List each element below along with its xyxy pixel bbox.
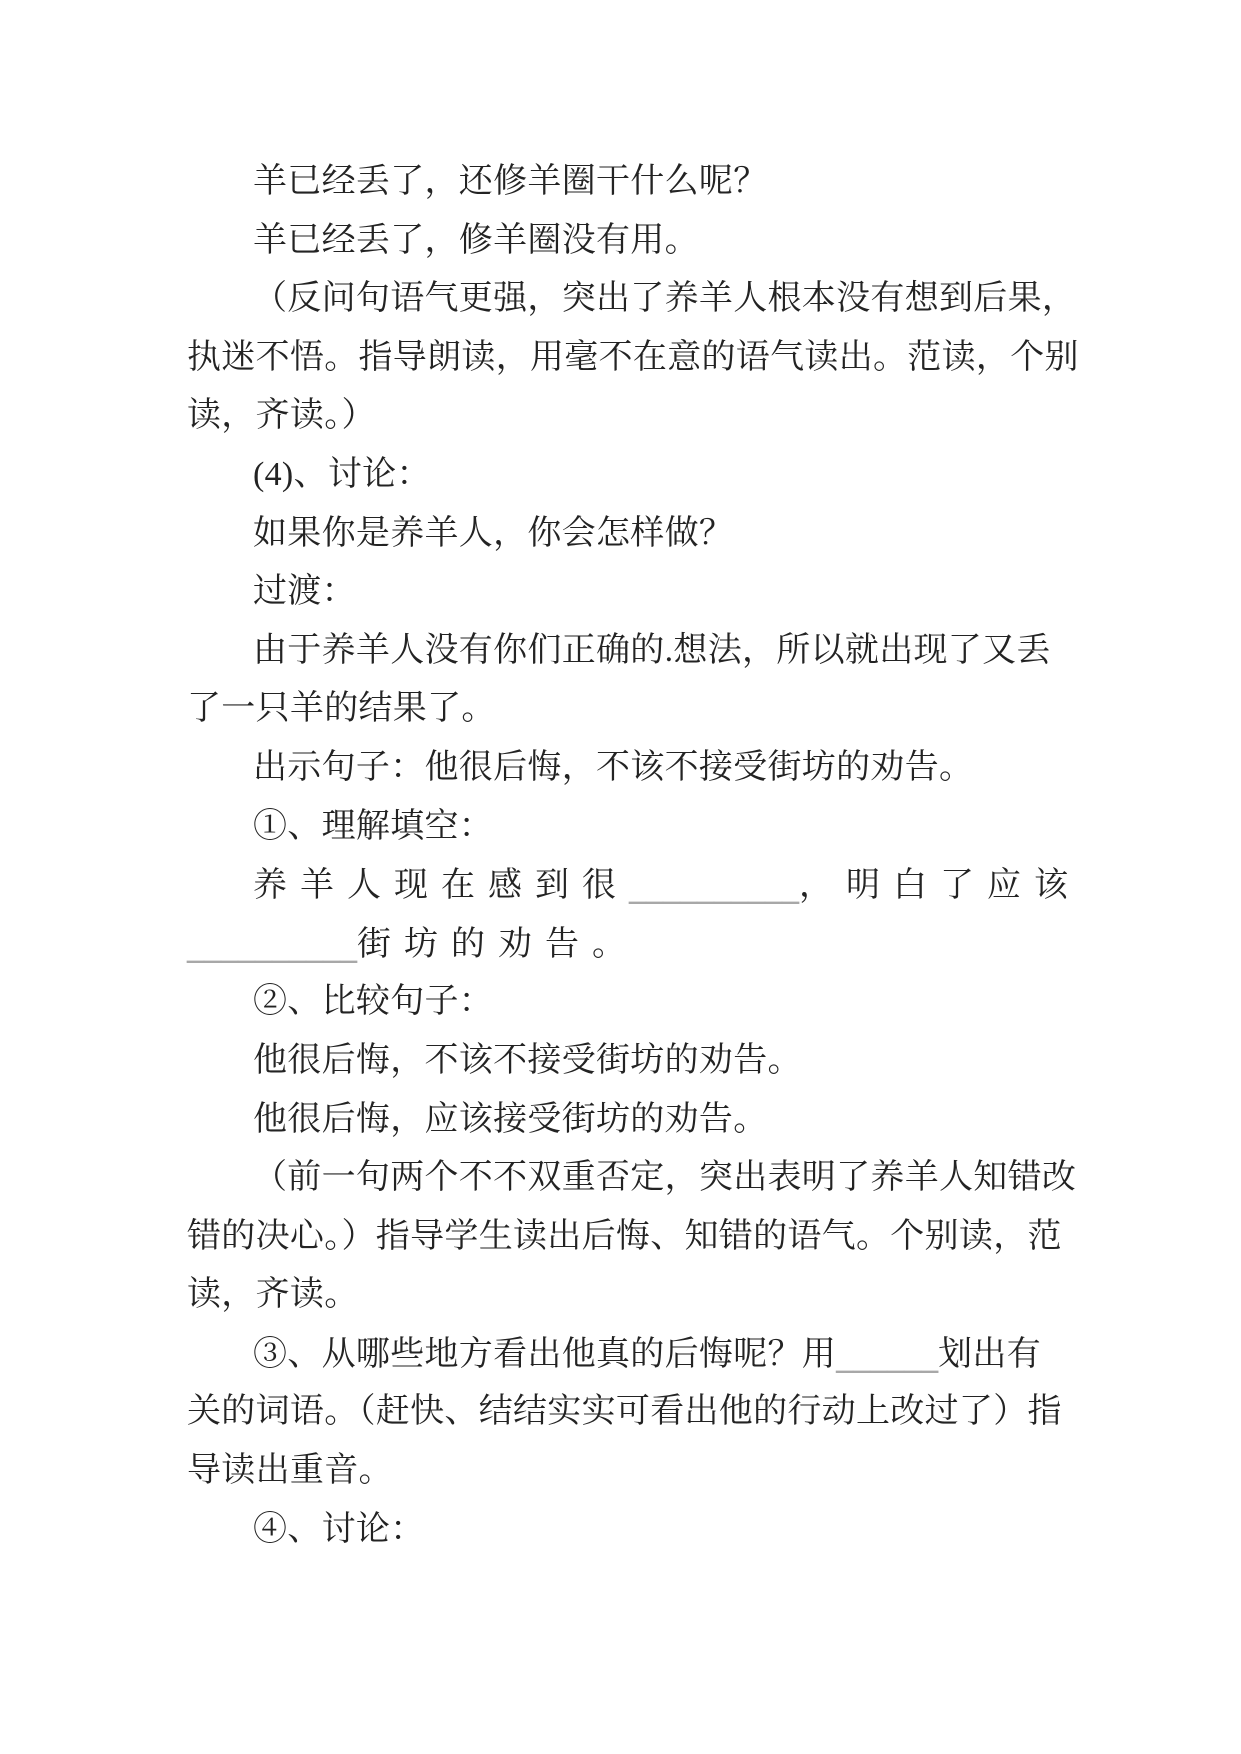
text-segment: ④、讨论： <box>253 1510 425 1548</box>
text-line <box>187 1501 1087 1560</box>
fill-in-blank: __________ <box>629 865 799 906</box>
text-line <box>187 212 1087 271</box>
text-segment: ②、比较句子： <box>253 983 494 1021</box>
text-segment: 出示句子：他很后悔，不该不接受街坊的劝告。 <box>253 748 974 786</box>
text-line <box>187 329 1087 388</box>
text-segment: 关的词语。（赶快、结结实实可看出他的行动上改过了）指 <box>187 1393 1062 1431</box>
text-segment: 羊已经丢了，修羊圈没有用。 <box>253 221 699 259</box>
text-line <box>187 1442 1087 1501</box>
text-segment: 如果你是养羊人，你会怎样做？ <box>253 514 734 552</box>
text-line <box>187 1266 1087 1325</box>
text-line <box>187 446 1087 505</box>
text-segment: 过渡： <box>253 573 356 611</box>
text-line <box>187 505 1087 564</box>
text-line <box>187 739 1087 798</box>
text-segment: 养羊人现在感到很 <box>253 867 629 905</box>
text-segment: 读，齐读。） <box>187 397 376 435</box>
text-line <box>187 1208 1087 1267</box>
text-line <box>187 1149 1087 1208</box>
text-segment: （前一句两个不不双重否定，突出表明了养羊人知错改 <box>253 1159 1077 1197</box>
text-line <box>187 1325 1087 1384</box>
fill-in-blank: __________ <box>187 923 357 964</box>
text-segment: 街坊的劝告。 <box>357 925 639 963</box>
text-line <box>187 1032 1087 1091</box>
text-line <box>187 270 1087 329</box>
text-line <box>187 680 1087 739</box>
text-segment: 了一只羊的结果了。 <box>187 690 496 728</box>
text-line <box>187 798 1087 857</box>
text-segment: 他很后悔，不该不接受街坊的劝告。 <box>253 1041 802 1079</box>
text-segment: （反问句语气更强，突出了养羊人根本没有想到后果， <box>253 280 1077 318</box>
text-segment: ①、理解填空： <box>253 807 494 845</box>
text-segment: ，明白了应该 <box>799 867 1081 905</box>
text-line <box>187 153 1087 212</box>
text-line <box>187 563 1087 622</box>
text-segment: ③、从哪些地方看出他真的后悔呢？用 <box>253 1335 837 1373</box>
text-segment: 他很后悔，应该接受街坊的劝告。 <box>253 1100 768 1138</box>
document-body <box>187 153 1087 1559</box>
fill-in-blank: ______ <box>836 1333 939 1374</box>
text-segment: 由于养羊人没有你们正确的.想法，所以就出现了又丢 <box>253 631 1051 669</box>
text-line <box>187 387 1087 446</box>
text-line <box>187 915 1087 974</box>
text-line <box>187 1091 1087 1150</box>
text-line <box>187 1383 1087 1442</box>
text-line <box>187 622 1087 681</box>
text-segment: 执迷不悟。指导朗读，用毫不在意的语气读出。范读，个别 <box>187 338 1079 376</box>
text-line <box>187 973 1087 1032</box>
text-segment: (4)、讨论： <box>253 455 431 493</box>
text-segment: 读，齐读。 <box>187 1276 359 1314</box>
text-line <box>187 856 1087 915</box>
text-segment: 导读出重音。 <box>187 1452 393 1490</box>
text-segment: 划出有 <box>938 1335 1042 1373</box>
text-segment: 羊已经丢了，还修羊圈干什么呢？ <box>253 163 768 200</box>
text-segment: 错的决心。）指导学生读出后悔、知错的语气。个别读，范 <box>187 1217 1062 1255</box>
